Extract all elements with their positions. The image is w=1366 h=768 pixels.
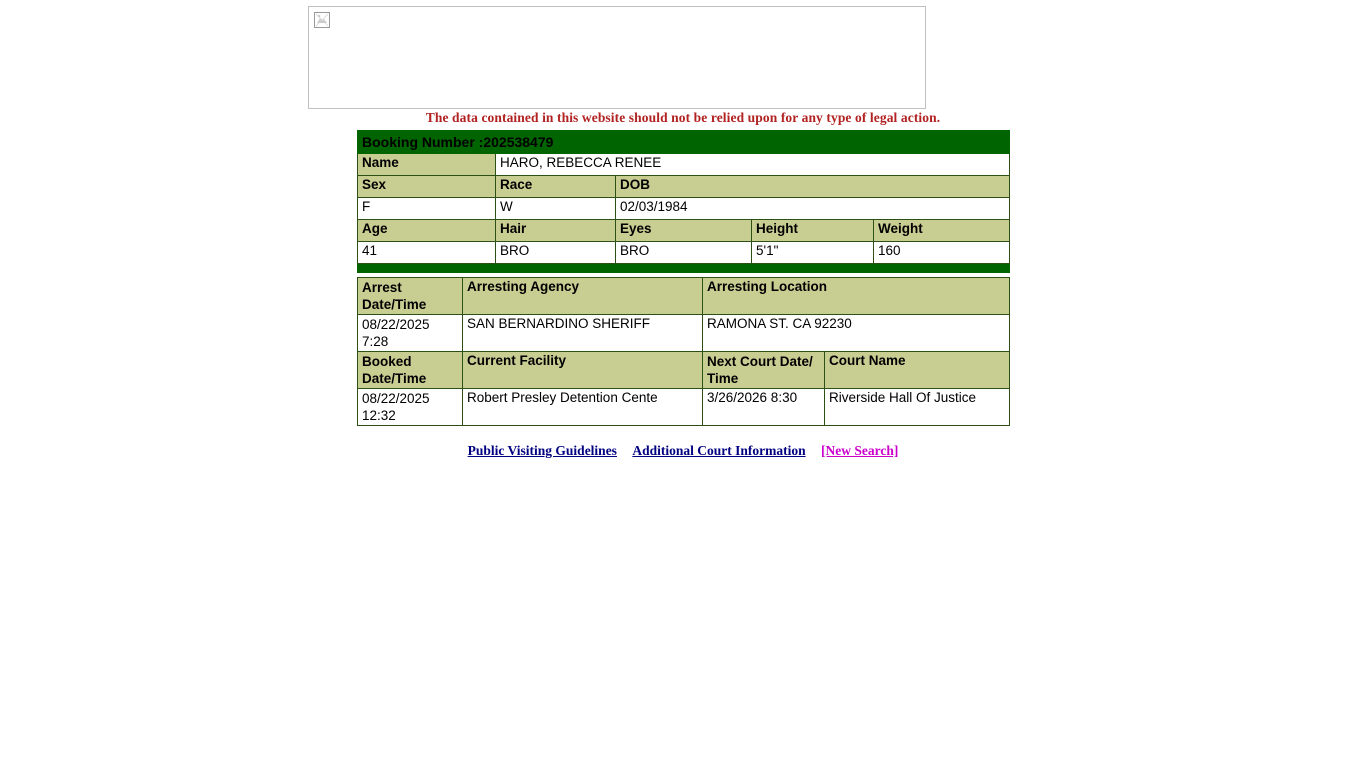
height-label: Height [752,220,874,242]
booked-value-row [358,389,1010,426]
physical-header-row [358,220,1010,242]
weight-value: 160 [874,242,1010,264]
eyes-value: BRO [616,242,752,264]
arresting-location-value: RAMONA ST. CA 92230 [703,315,1010,352]
hair-value: BRO [496,242,616,264]
banner-image-placeholder [308,6,926,109]
booked-date-value: 08/22/2025 12:32 [358,389,463,426]
arresting-agency-value: SAN BERNARDINO SHERIFF [463,315,703,352]
footer-links [0,443,1366,459]
arrest-date-value: 08/22/2025 7:28 [358,315,463,352]
arrest-booking-table [357,277,1010,426]
age-value: 41 [358,242,496,264]
inmate-details-table [357,130,1010,273]
arresting-agency-label: Arresting Agency [463,278,703,315]
booked-date-label: Booked Date/Time [358,352,463,389]
booking-number-row [358,131,1010,154]
additional-court-information-link[interactable]: Additional Court Information [632,443,806,458]
sex-label: Sex [358,176,496,198]
next-court-date-label: Next Court Date/ Time [703,352,825,389]
height-value: 5'1" [752,242,874,264]
name-row [358,154,1010,176]
inmate-record-container [357,130,1009,426]
name-label: Name [358,154,496,176]
current-facility-label: Current Facility [463,352,703,389]
name-value: HARO, REBECCA RENEE [496,154,1010,176]
arrest-date-label: Arrest Date/Time [358,278,463,315]
sex-value: F [358,198,496,220]
booked-header-row [358,352,1010,389]
race-label: Race [496,176,616,198]
hair-label: Hair [496,220,616,242]
new-search-link[interactable]: [New Search] [820,443,899,458]
age-label: Age [358,220,496,242]
physical-value-row [358,242,1010,264]
court-name-value: Riverside Hall Of Justice [825,389,1010,426]
booking-number-label: Booking Number :202538479 [358,131,1010,154]
dob-label: DOB [616,176,1010,198]
next-court-date-value: 3/26/2026 8:30 [703,389,825,426]
public-visiting-guidelines-link[interactable]: Public Visiting Guidelines [467,443,617,458]
broken-image-icon [314,12,330,28]
court-name-label: Court Name [825,352,1010,389]
legal-disclaimer: The data contained in this website should not be relied upon for any type of legal action. [425,110,941,125]
weight-label: Weight [874,220,1010,242]
dob-value: 02/03/1984 [616,198,1010,220]
arresting-location-label: Arresting Location [703,278,1010,315]
sex-race-dob-value-row [358,198,1010,220]
race-value: W [496,198,616,220]
current-facility-value: Robert Presley Detention Cente [463,389,703,426]
arrest-value-row [358,315,1010,352]
sex-race-dob-header-row [358,176,1010,198]
green-divider [358,264,1010,273]
eyes-label: Eyes [616,220,752,242]
arrest-header-row [358,278,1010,315]
section-divider-row [358,264,1010,273]
